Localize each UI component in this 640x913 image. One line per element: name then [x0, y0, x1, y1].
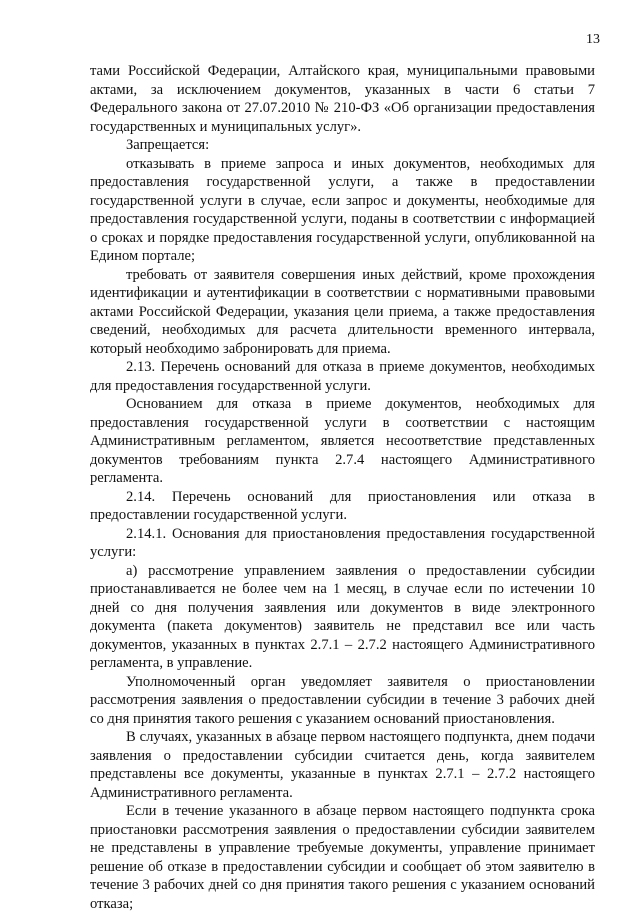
paragraph-refusal-decision: Если в течение указанного в абзаце первом настоящего подпункта срока приостановки рассмотрения заявления о предоставлении субсидии заявителем не представлены в управление требуемые документы, управление принимает решение об отказе в предоставлении субсидии и сообщает об этом заявителю в течение 3 рабочих дней со дня принятия такого решения с указанием оснований отказа; — [90, 803, 595, 912]
paragraph-prohibition-refusal: отказывать в приеме запроса и иных документов, необходимых для предоставления государственной услуги, а также в предоставлении государственной услуги в случае, если запрос и документы, необходимые для предоставления государственной услуги, поданы в соответствии с информацией о сроках и порядке предоставления государственной услуги, опубликованной на Едином портале; — [90, 155, 595, 264]
paragraph-continuation: тами Российской Федерации, Алтайского края, муниципальными правовыми актами, за исключением документов, указанных в части 6 статьи 7 Федерального закона от 27.07.2010 № 210-ФЗ «Об организации предоставления государственных и муниципальных услуг». — [90, 63, 595, 135]
page-number: 13 — [586, 32, 600, 47]
paragraph-submission-day: В случаях, указанных в абзаце первом настоящего подпункта, днем подачи заявления о предоставлении субсидии считается день, когда заявителем представлены все документы, указанные в пунктах 2.7.1 – 2.7.2 настоящего Административного регламента. — [90, 729, 595, 801]
document-body — [90, 62, 595, 913]
section-heading-2-13: 2.13. Перечень оснований для отказа в приеме документов, необходимых для предоставления государственной услуги. — [90, 359, 595, 394]
paragraph-refusal-grounds: Основанием для отказа в приеме документов, необходимых для предоставления государственной услуги в соответствии с настоящим Административным регламентом, является несоответствие представленных документов требованиям пункта 2.7.4 настоящего Административного регламента. — [90, 396, 595, 486]
paragraph-item-a: а) рассмотрение управлением заявления о предоставлении субсидии приостанавливается не более чем на 1 месяц, в случае если по истечении 10 дней со дня получения заявления или документов в виде электронного документа (пакета документов) заявитель не представил все или часть документов, указанных в пунктах 2.7.1 – 2.7.2 настоящего Административного регламента, в управление. — [90, 562, 595, 671]
paragraph-notification: Уполномоченный орган уведомляет заявителя о приостановлении рассмотрения заявления о предоставлении субсидии в течение 3 рабочих дней со дня принятия такого решения с указанием оснований приостановления. — [90, 673, 595, 727]
paragraph-prohibited-heading: Запрещается: — [126, 137, 210, 153]
section-heading-2-14-1: 2.14.1. Основания для приостановления предоставления государственной услуги: — [90, 525, 595, 560]
section-heading-2-14: 2.14. Перечень оснований для приостановления или отказа в предоставлении государственной услуги. — [90, 488, 595, 523]
paragraph-prohibition-actions: требовать от заявителя совершения иных действий, кроме прохождения идентификации и аутентификации в соответствии с нормативными правовыми актами Российской Федерации, указания цели приема, а также предоставления сведений, необходимых для расчета длительности временного интервала, который необходимо забронировать для приема. — [90, 266, 595, 357]
